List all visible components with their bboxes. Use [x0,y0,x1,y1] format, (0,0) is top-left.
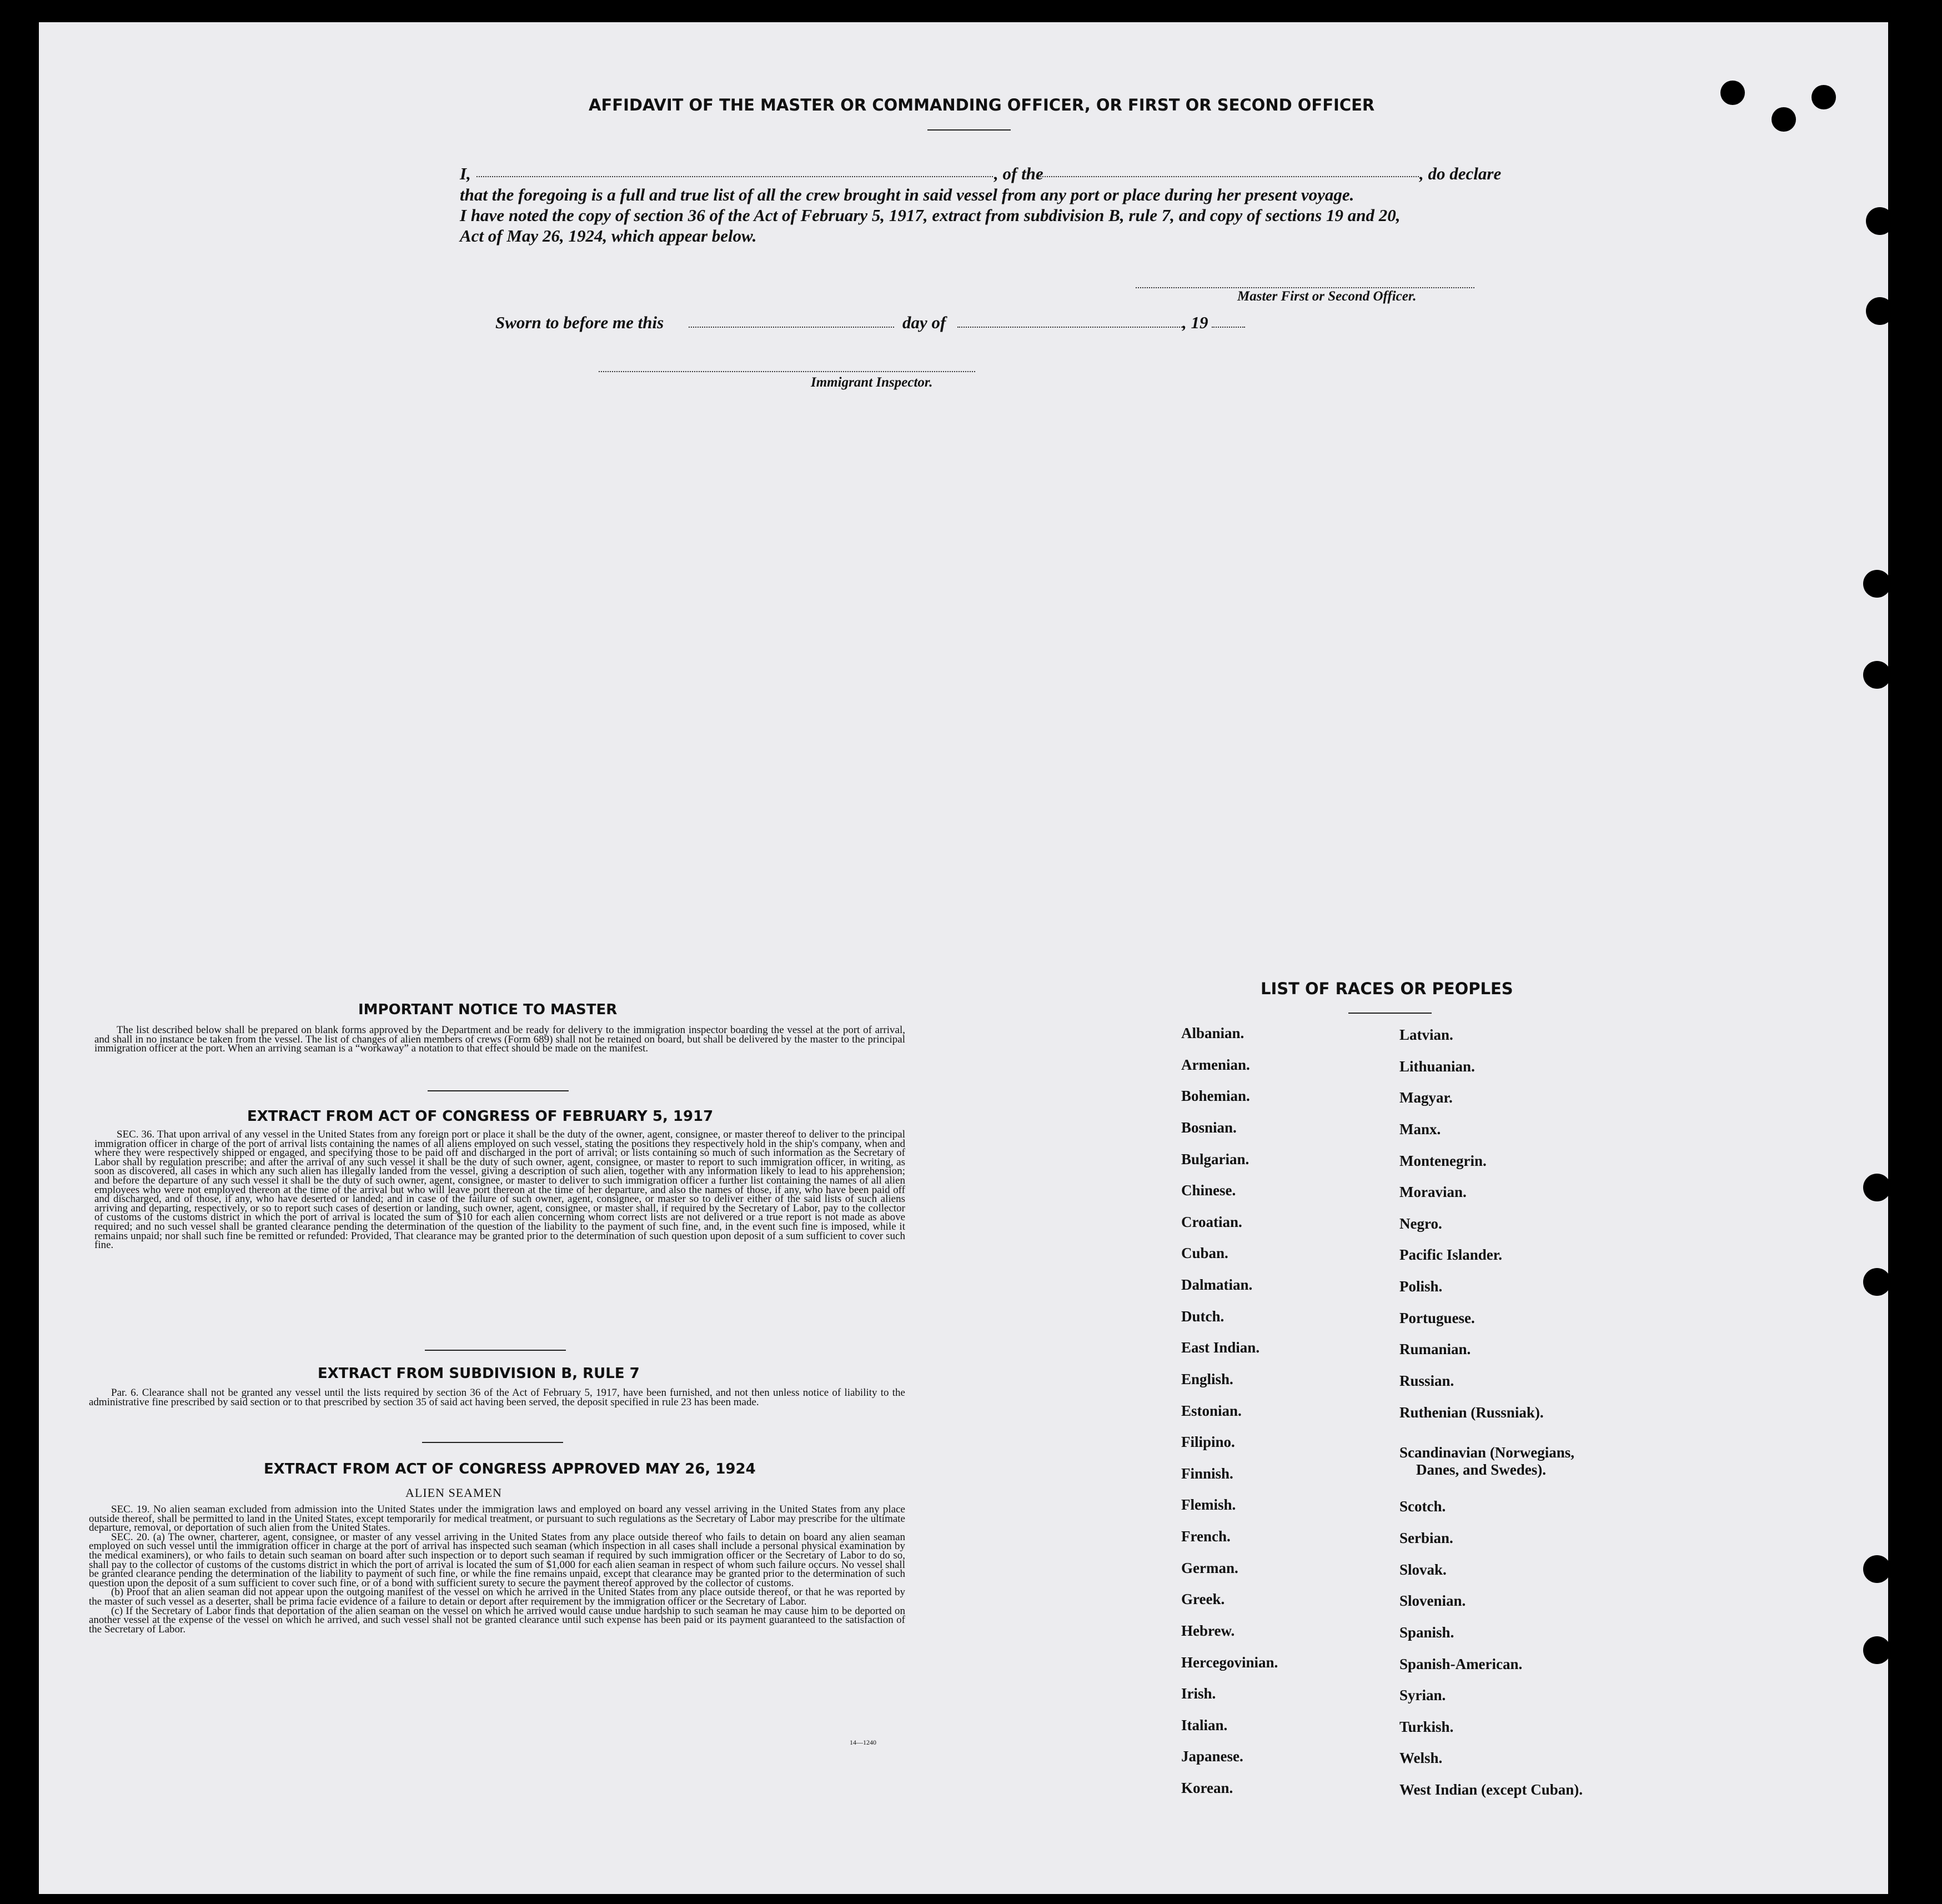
race-item: Magyar. [1399,1089,1453,1106]
punch-hole [1720,81,1745,105]
race-item: Bohemian. [1181,1088,1250,1104]
alien-seamen-heading: ALIEN SEAMEN [405,1486,502,1500]
race-item: Hebrew. [1181,1622,1235,1639]
punch-hole [1863,1174,1891,1201]
race-item: East Indian. [1181,1339,1260,1356]
affidavit-title: AFFIDAVIT OF THE MASTER OR COMMANDING OFFICER, OR FIRST OR SECOND OFFICER [589,96,1375,114]
sworn-line [495,313,1273,333]
race-item: Cuban. [1181,1245,1228,1261]
divider [425,1350,566,1351]
declare-label: , do declare [1419,164,1502,183]
race-item: Chinese. [1181,1182,1236,1199]
race-item: Ruthenian (Russniak). [1399,1404,1544,1421]
notice-title: IMPORTANT NOTICE TO MASTER [358,1001,618,1018]
race-item: Armenian. [1181,1056,1250,1073]
race-item: Croatian. [1181,1214,1242,1230]
races-title: LIST OF RACES OR PEOPLES [1261,979,1513,998]
race-item: Pacific Islander. [1399,1246,1502,1263]
race-item: Estonian. [1181,1402,1242,1419]
extract-1924-text [89,1505,905,1634]
day-of-label: day of [902,313,946,332]
race-item: Korean. [1181,1780,1233,1796]
race-item: Danes, and Swedes). [1416,1461,1547,1478]
divider [1348,1013,1432,1014]
race-item: English. [1181,1371,1233,1387]
race-item: Flemish. [1181,1496,1236,1513]
punch-hole [1866,207,1894,235]
races-left-column [1181,1025,1364,1802]
race-item: Lithuanian. [1399,1058,1475,1075]
section-19-paragraph: SEC. 19. No alien seaman excluded from admission into the United States under the immigration laws and employed on board any vessel arriving in the United States from any place outside thereof, shall be permitted to land in the United States, except temporarily for medical treatment, or pursuant to such regulations as the Secretary of Labor may prescribe for the ultimate departure, removal, or deportation of such alien from the United States. [89,1504,905,1534]
declaration-line-4: Act of May 26, 1924, which appear below. [460,226,757,245]
divider [927,129,1011,131]
section-20b-paragraph: (b) Proof that an alien seaman did not appear upon the outgoing manifest of the vessel on which he arrived in the United States from any place outside thereof, or that he was reported by the master of such vessel as a deserter, shall be prima facie evidence of a failure to detain or deport after requirement by the immigration officer or the Secretary of Labor. [89,1586,905,1607]
race-item: Slovenian. [1399,1592,1466,1609]
section-20a-paragraph: SEC. 20. (a) The owner, charterer, agent, consignee, or master of any vessel arriving in the United States from any place outside thereof who fails to detain on board any alien seaman employed on such vessel until the immigration officer in charge at the port of arrival has inspected such seaman (which inspection in all cases shall include a personal physical examination by the medical examiners), or who fails to detain such seaman on board after such inspection or to deport such seaman if required by such immigration officer or the Secretary of Labor to do so, shall pay to the collector of customs of the customs district in which the port of arrival is located the sum of $1,000 for each alien seaman in respect of whom such failure occurs. No vessel shall be granted clearance pending the determination of the liability to payment of such fine, or while the fine remains unpaid, except that clearance may be granted prior to the determination of such question upon the deposit of a sum sufficient to cover such fine, or of a bond with sufficient surety to secure the payment thereof approved by the collector of customs. [89,1531,905,1589]
extract-1924-title: EXTRACT FROM ACT OF CONGRESS APPROVED MAY 26, 1924 [264,1461,756,1477]
race-item: Welsh. [1399,1750,1443,1766]
declaration-line-2: that the foregoing is a full and true list of all the crew brought in said vessel from any port or place during her present voyage. [460,185,1354,204]
sworn-label: Sworn to before me this [495,313,664,332]
race-item: Negro. [1399,1215,1442,1232]
punch-hole [1772,107,1796,132]
race-item: Polish. [1399,1278,1443,1295]
extract-1917-paragraph: SEC. 36. That upon arrival of any vessel in the United States from any foreign port or place it shall be the duty of the owner, agent, consignee, or master thereof to deliver to the principal immigration officer in charge of the port of arrival lists containing the names of all aliens employed on such vessel, stating the positions they respectively hold in the ship's company, when and where they were respectively shipped or engaged, and specifying those to be paid off and discharged in the port of arrival; or lists containing so much of such information as the Secretary of Labor shall by regulation prescribe; and after the arrival of any such vessel it shall be the duty of such owner, agent, consignee, or master to report to such immigration officer, in writing, as soon as discovered, all cases in which any such alien has illegally landed from the vessel, giving a description of such alien, together with any information likely to lead to his apprehension; and before the departure of any such vessel it shall be the duty of such owner, agent, consignee, or master to deliver to such immigration officer a further list containing the names of all alien employees who were not employed thereon at the time of the arrival but who will leave port thereon at the time of her departure, and also the names of those, if any, who have been paid off and discharged, and of those, if any, who have deserted or landed; and in case of the failure of such owner, agent, consignee, or master so to deliver either of the said lists of such aliens arriving and departing, respectively, or so to report such cases of desertion or landing, such owner, agent, consignee, or master shall, if required by the Secretary of Labor, pay to the collector of customs of the customs district in which the port of arrival is located the sum of $10 for each alien concerning whom correct lists are not delivered or a true report is not made as above required; and no such vessel shall be granted clearance pending the determination of the question of the liability to the payment of such fine, and, in the event such fine is imposed, while it remains unpaid; nor shall such fine be remitted or refunded: Provided, That clearance may be granted prior to the determination of such question upon deposit of a sum sufficient to cover such fine. [94,1129,905,1251]
race-item: French. [1181,1528,1231,1545]
section-20c-paragraph: (c) If the Secretary of Labor finds that deportation of the alien seaman on the vessel on which he arrived would cause undue hardship to such seaman he may cause him to be deported on another vessel at the expense of the vessel on which he arrived, and such vessel shall not be granted clearance until such expense has been paid or its payment guaranteed to the satisfaction of the Secretary of Labor. [89,1605,905,1635]
race-item: Portuguese. [1399,1310,1475,1326]
extract-1917-title: EXTRACT FROM ACT OF CONGRESS OF FEBRUARY 5, 1917 [247,1108,714,1125]
race-item: Montenegrin. [1399,1153,1487,1169]
race-item: Slovak. [1399,1561,1447,1578]
extract-1917-text [94,1130,905,1250]
divider [428,1090,569,1091]
notice-text [94,1026,905,1054]
race-item: Finnish. [1181,1465,1233,1482]
race-item: Japanese. [1181,1748,1243,1765]
race-item: Rumanian. [1399,1341,1471,1357]
race-item: Irish. [1181,1685,1216,1702]
race-item: Bosnian. [1181,1119,1237,1136]
master-signature-field[interactable] [1136,287,1474,288]
race-item: Albanian. [1181,1025,1245,1041]
race-item: Russian. [1399,1372,1454,1389]
race-item: Dutch. [1181,1308,1225,1325]
form-number: 14—1240 [850,1738,876,1746]
race-item: Filipino. [1181,1434,1235,1450]
extract-rule7-text [89,1389,905,1407]
notice-paragraph: The list described below shall be prepared on blank forms approved by the Department and be ready for delivery to the immigration inspector boarding the vessel at the port of arrival, and shall in no instance be taken from the vessel. The list of changes of alien members of crews (Form 689) shall not be retained on board, but shall be delivered by the master to the principal immigration officer at the port. When an arriving seaman is a “workaway” a notation to that effect should be made on the manifest. [94,1024,905,1055]
sworn-year-field[interactable] [1212,327,1245,328]
extract-rule7-title: EXTRACT FROM SUBDIVISION B, RULE 7 [318,1365,640,1382]
punch-hole [1863,661,1891,689]
race-item: Manx. [1399,1121,1441,1138]
sworn-day-field[interactable] [689,327,894,328]
inspector-signature-field[interactable] [599,371,975,372]
declarant-label: I, [460,164,471,183]
race-item: Moravian. [1399,1184,1467,1200]
inspector-label: Immigrant Inspector. [811,375,933,390]
extract-rule7-paragraph: Par. 6. Clearance shall not be granted any vessel until the lists required by section 36 of the Act of February 5, 1917, have been furnished, and not then unless notice of liability to the administrative fine prescribed by said section or to that prescribed by section 35 of said act having been served, the deposit specified in rule 23 has been made. [89,1387,905,1408]
sworn-month-field[interactable] [957,327,1182,328]
race-item: Italian. [1181,1717,1228,1733]
declaration-line-1 [460,164,1502,184]
race-item: Syrian. [1399,1687,1446,1703]
punch-hole [1811,85,1836,109]
race-item: Greek. [1181,1591,1225,1607]
punch-hole [1866,297,1894,325]
race-item: Dalmatian. [1181,1276,1253,1293]
race-item: West Indian (except Cuban). [1399,1781,1583,1798]
race-item: Turkish. [1399,1718,1454,1735]
vessel-label: , of the [994,164,1043,183]
race-item: Spanish. [1399,1624,1454,1641]
race-item: Latvian. [1399,1026,1453,1043]
declarant-name-field[interactable] [476,176,993,177]
year-label: , 19 [1182,313,1208,332]
race-item: Scandinavian (Norwegians, [1399,1444,1575,1461]
race-item: Scotch. [1399,1498,1446,1515]
vessel-name-field[interactable] [1038,176,1419,177]
punch-hole [1863,1268,1891,1296]
race-item: German. [1181,1560,1238,1576]
punch-hole [1863,1555,1891,1583]
race-item: Serbian. [1399,1530,1453,1546]
punch-hole [1863,1636,1891,1664]
race-item: Spanish-American. [1399,1656,1523,1672]
punch-hole [1863,570,1891,598]
declaration-line-3: I have noted the copy of section 36 of the Act of February 5, 1917, extract from subdivision B, rule 7, and copy of sections 19 and 20, [460,206,1401,225]
races-right-column [1399,1026,1649,1804]
race-item: Hercegovinian. [1181,1654,1278,1671]
race-item: Bulgarian. [1181,1151,1249,1168]
master-signature-label: Master First or Second Officer. [1237,289,1417,304]
divider [422,1442,563,1443]
